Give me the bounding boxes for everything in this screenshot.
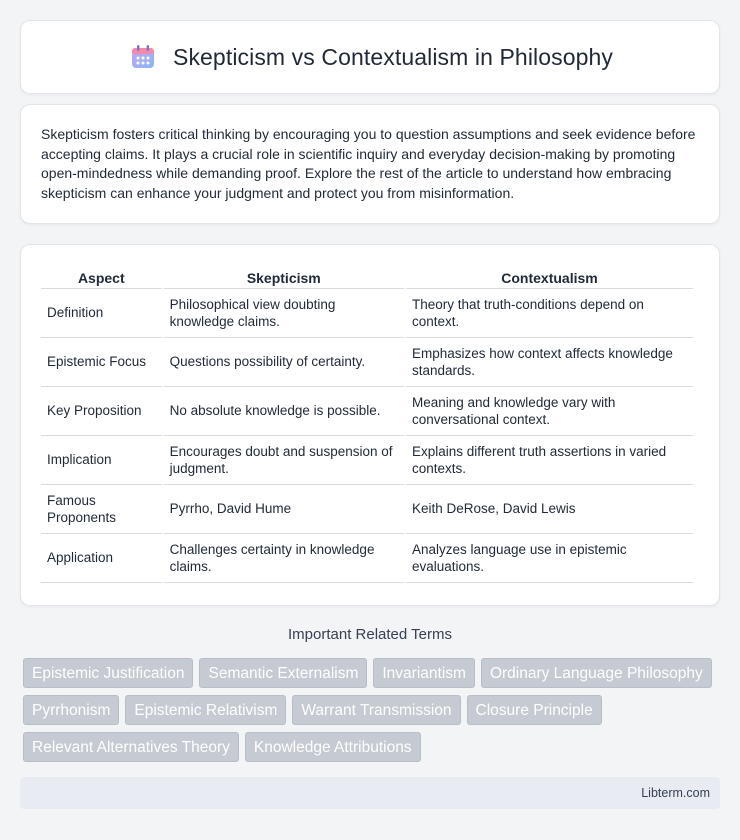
footer-site-link[interactable]: Libterm.com: [641, 786, 710, 800]
related-term-tag[interactable]: Knowledge Attributions: [245, 732, 421, 762]
column-header-skepticism: Skepticism: [164, 265, 404, 289]
table-row: [41, 338, 693, 387]
related-term-tag[interactable]: Warrant Transmission: [292, 695, 460, 725]
table-row: [41, 485, 693, 534]
related-term-tag[interactable]: Epistemic Justification: [23, 658, 193, 688]
related-term-tag[interactable]: Invariantism: [373, 658, 475, 688]
related-term-tag[interactable]: Ordinary Language Philosophy: [481, 658, 712, 688]
related-term-tag[interactable]: Closure Principle: [467, 695, 602, 725]
row-skepticism: Challenges certainty in knowledge claims.: [164, 534, 404, 583]
row-aspect: Definition: [41, 289, 162, 338]
row-aspect: Epistemic Focus: [41, 338, 162, 387]
table-row: [41, 534, 693, 583]
table-header-row: [41, 265, 693, 289]
row-aspect: Famous Proponents: [41, 485, 162, 534]
table-row: [41, 436, 693, 485]
row-skepticism: No absolute knowledge is possible.: [164, 387, 404, 436]
row-contextualism: Emphasizes how context affects knowledge standards.: [406, 338, 693, 387]
title-card: [20, 20, 720, 94]
row-aspect: Implication: [41, 436, 162, 485]
related-terms-list: [23, 658, 723, 762]
related-terms-heading: Important Related Terms: [288, 626, 452, 643]
footer: [20, 777, 720, 809]
row-aspect: Application: [41, 534, 162, 583]
row-contextualism: Meaning and knowledge vary with conversational context.: [406, 387, 693, 436]
row-contextualism: Keith DeRose, David Lewis: [406, 485, 693, 534]
related-term-tag[interactable]: Pyrrhonism: [23, 695, 119, 725]
intro-card: [20, 104, 720, 224]
row-contextualism: Theory that truth-conditions depend on context.: [406, 289, 693, 338]
related-term-tag[interactable]: Epistemic Relativism: [125, 695, 286, 725]
row-contextualism: Analyzes language use in epistemic evaluations.: [406, 534, 693, 583]
table-row: [41, 387, 693, 436]
comparison-table: [39, 265, 695, 583]
page-title: Skepticism vs Contextualism in Philosophy: [173, 43, 613, 70]
row-skepticism: Philosophical view doubting knowledge claims.: [164, 289, 404, 338]
table-row: [41, 289, 693, 338]
related-term-tag[interactable]: Semantic Externalism: [199, 658, 367, 688]
row-aspect: Key Proposition: [41, 387, 162, 436]
row-skepticism: Encourages doubt and suspension of judgment.: [164, 436, 404, 485]
related-term-tag[interactable]: Relevant Alternatives Theory: [23, 732, 239, 762]
column-header-contextualism: Contextualism: [406, 265, 693, 289]
row-skepticism: Questions possibility of certainty.: [164, 338, 404, 387]
row-contextualism: Explains different truth assertions in varied contexts.: [406, 436, 693, 485]
calendar-grid-icon: [127, 41, 159, 73]
comparison-table-card: [20, 244, 720, 606]
intro-text: Skepticism fosters critical thinking by encouraging you to question assumptions and seek evidence before accepting claims. It plays a crucial role in scientific inquiry and everyday decision-making by promoting open-mindedness while demanding proof. Explore the rest of the article to understand how embracing skepticism can enhance your judgment and protect you from misinformation.: [41, 126, 696, 201]
column-header-aspect: Aspect: [41, 265, 162, 289]
row-skepticism: Pyrrho, David Hume: [164, 485, 404, 534]
